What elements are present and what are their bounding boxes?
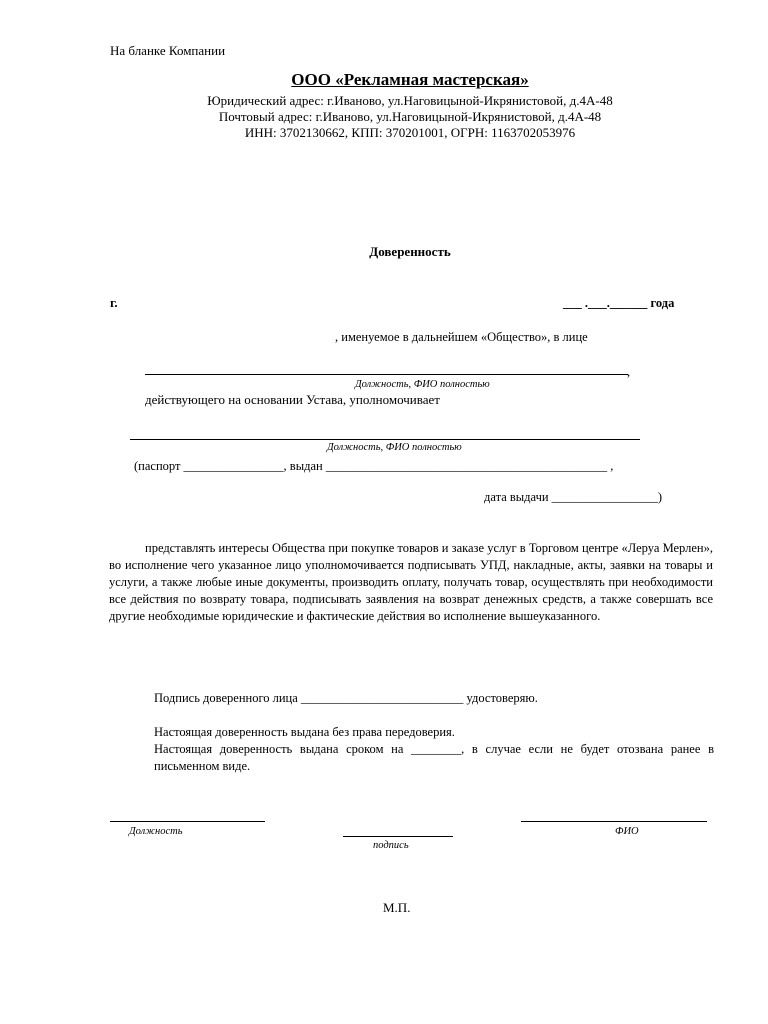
letterhead-note: На бланке Компании: [110, 43, 226, 58]
city-label: г.: [110, 295, 118, 310]
caption-position-fio-2: Должность, ФИО полностью: [327, 442, 462, 453]
issue-date-line: дата выдачи _________________): [484, 490, 663, 504]
caption-signature: подпись: [373, 840, 409, 851]
document-title: Доверенность: [369, 244, 451, 259]
passport-line: (паспорт ________________, выдан _____________________________________________ ,: [134, 459, 614, 473]
no-substitution-note: Настоящая доверенность выдана без права передоверия.: [154, 725, 455, 739]
attorney-fill-line: [130, 439, 640, 440]
seal-label: М.П.: [383, 900, 411, 915]
signature-verification: Подпись доверенного лица __________________________ удостоверяю.: [154, 691, 538, 705]
company-name: ООО «Рекламная мастерская»: [291, 70, 529, 89]
basis-text: действующего на основании Устава, уполномочивает: [145, 392, 440, 407]
signature-sign-line: [343, 836, 453, 837]
term-paragraph: Настоящая доверенность выдана сроком на ________, в случае если не будет отозвана ранее в письменном виде.: [154, 742, 714, 773]
fio-sign-line: [521, 821, 707, 822]
company-requisites: ИНН: 3702130662, КПП: 370201001, ОГРН: 1163702053976: [244, 125, 576, 140]
caption-position-fio-1: Должность, ФИО полностью: [355, 379, 490, 390]
company-postal-address: Почтовый адрес: г.Иваново, ул.Наговицыной-Икрянистовой, д.4А-48: [218, 109, 602, 124]
main-paragraph: представлять интересы Общества при покупке товаров и заказе услуг в Торговом центре «Леруа Мерлен», во исполнение чего указанное лицо уполномочивается подписывать УПД, накладные, акты, заявки на товары и услуги, а также любые иные документы, производить оплату, получать товар, осуществлять при необходимости все действия по возврату товара, подписывать заявления на возврат денежных средств, а также совершать все другие необходимые юридические и фактические действия во исполнение вышеуказанного.: [109, 541, 713, 623]
representative-fill-line: [145, 374, 628, 375]
company-legal-address: Юридический адрес: г.Иваново, ул.Наговицыной-Икрянистовой, д.4А-48: [207, 93, 613, 108]
caption-fio: ФИО: [615, 826, 639, 837]
intro-comma: ,: [627, 365, 631, 379]
caption-position: Должность: [129, 826, 183, 837]
date-line: ___ .___.______ года: [563, 296, 675, 310]
intro-text: , именуемое в дальнейшем «Общество», в лице: [335, 330, 588, 344]
position-sign-line: [110, 821, 265, 822]
